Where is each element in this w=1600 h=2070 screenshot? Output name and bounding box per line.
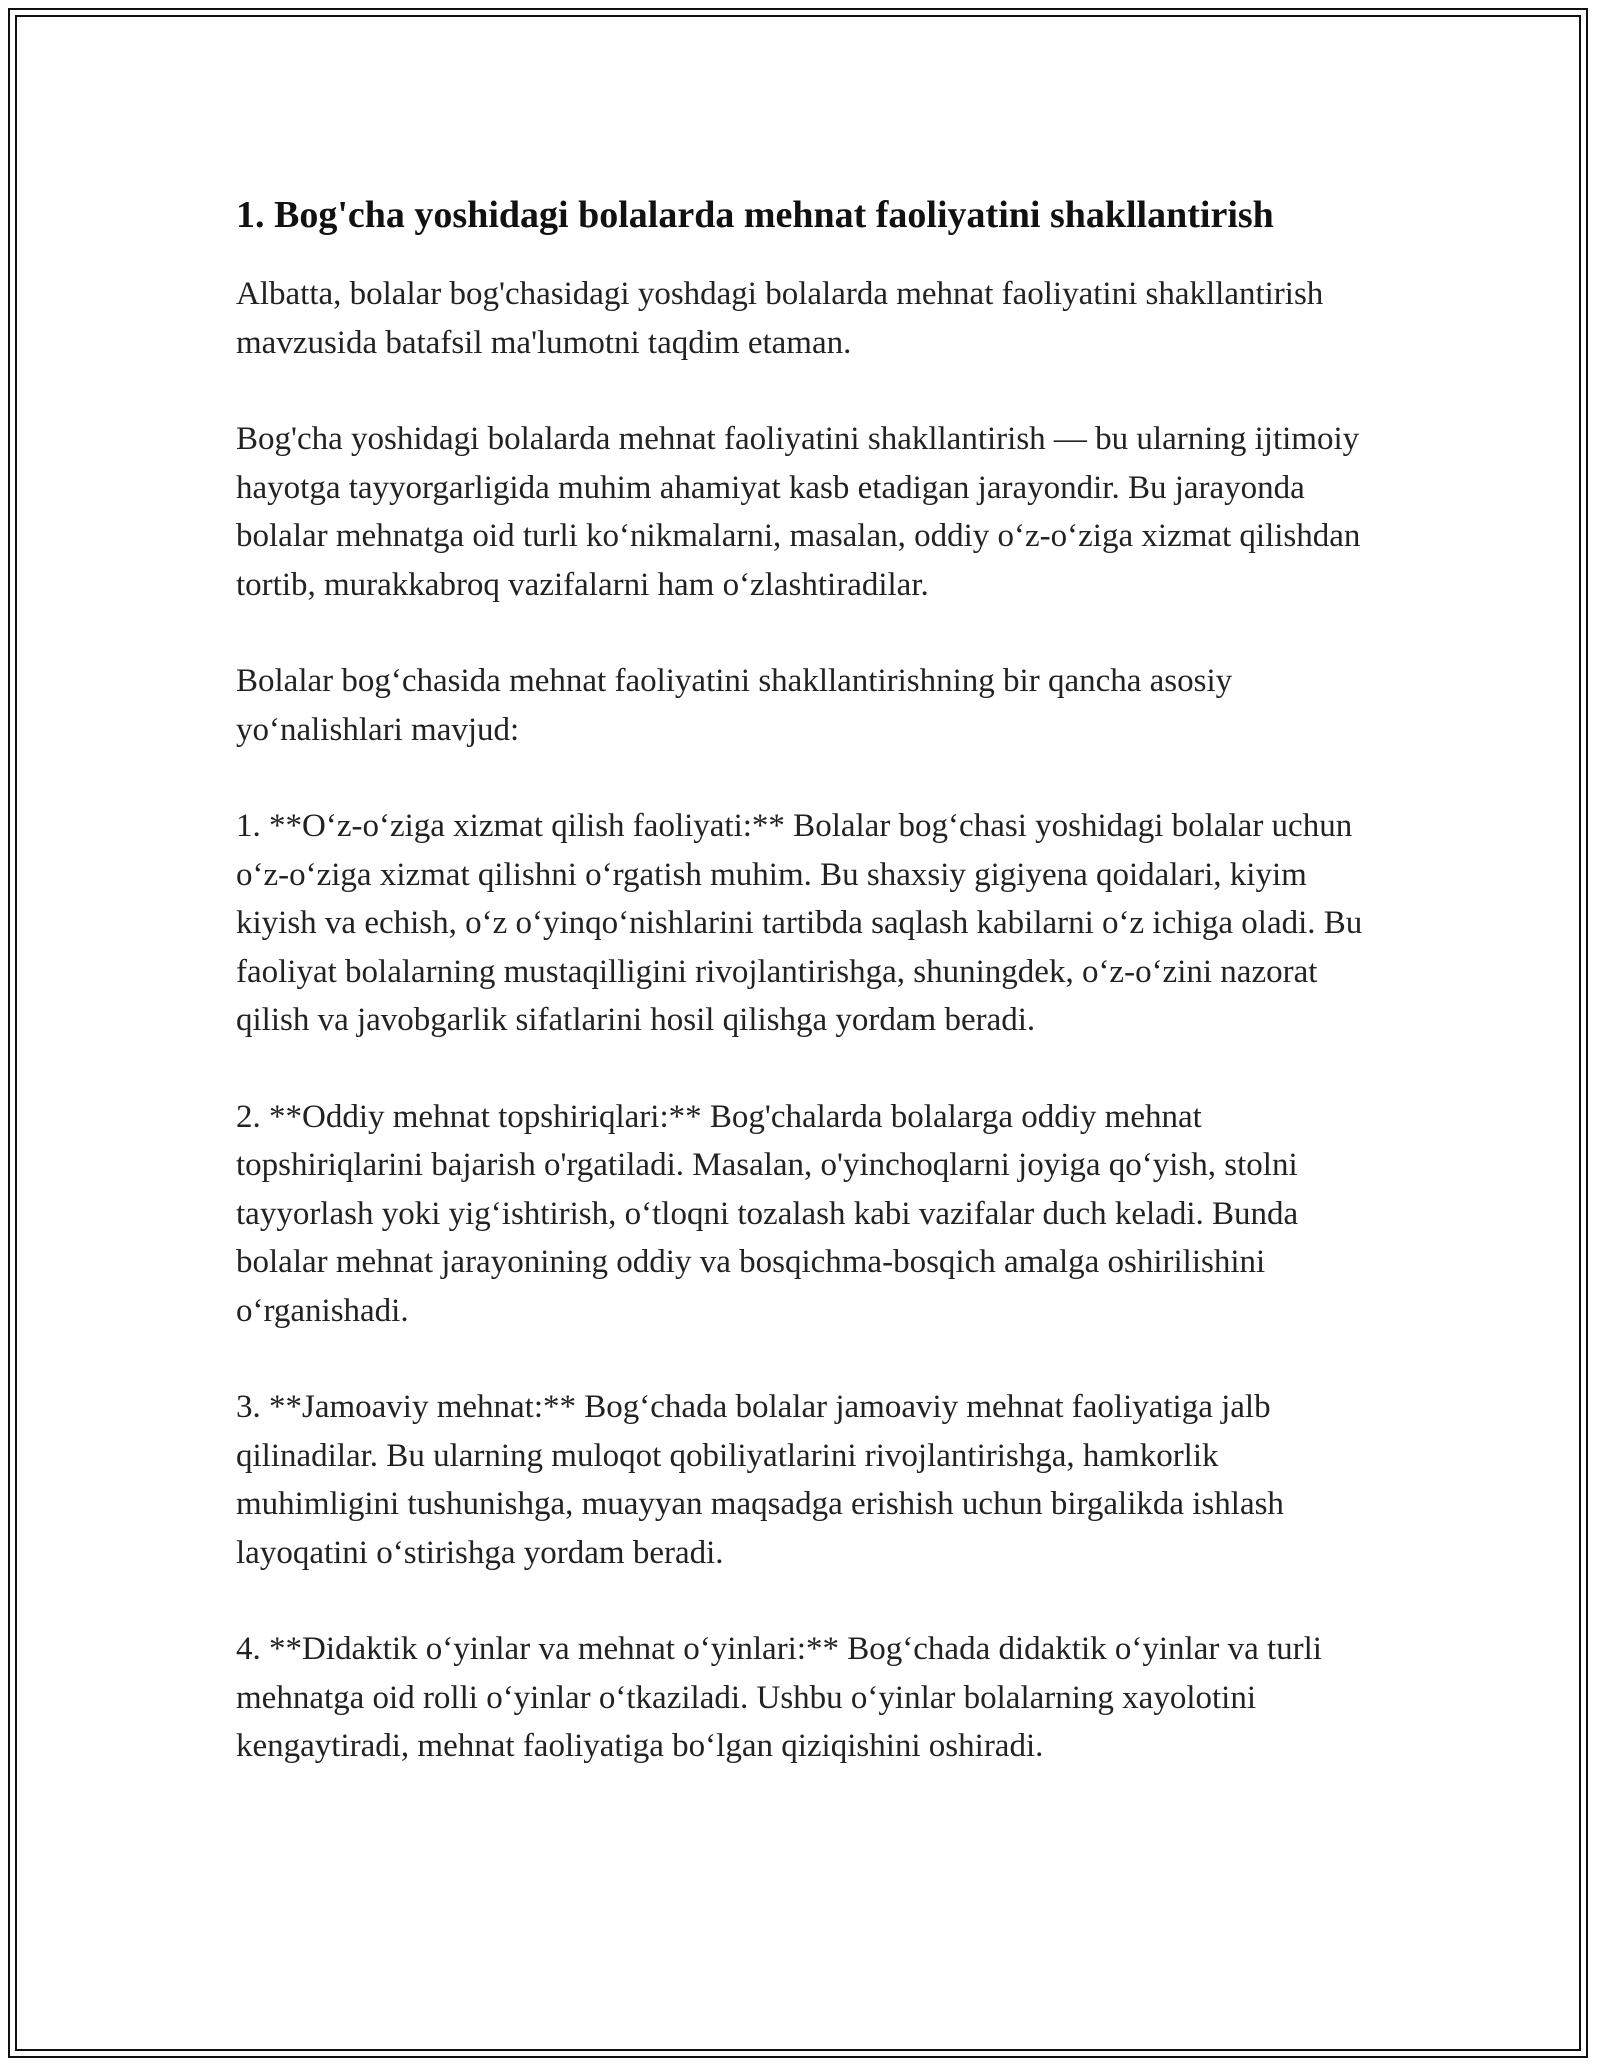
document-title: 1. Bog'cha yoshidagi bolalarda mehnat faoliyatini shakllantirish [236, 194, 1274, 236]
document-body [236, 188, 1376, 1819]
paragraph-intro: Albatta, bolalar bog'chasidagi yoshdagi bolalarda mehnat faoliyatini shakllantirish mavzusida batafsil ma'lumotni taqdim etaman. [236, 276, 1324, 361]
paragraph-directions-lead: Bolalar bogʻchasida mehnat faoliyatini shakllantirishning bir qancha asosiy yoʻnalishlari mavjud: [236, 663, 1233, 748]
paragraph-item-2: 2. **Oddiy mehnat topshiriqlari:** Bog'chalarda bolalarga oddiy mehnat topshiriqlarini bajarish o'rgatiladi. Masalan, o'yinchoqlarni joyiga qoʻyish, stolni tayyorlash yoki yigʻishtirish, oʻtloqni tozalash kabi vazifalar duch keladi. Bunda bolalar mehnat jarayonining oddiy va bosqichma-bosqich amalga oshirilishini oʻrganishadi. [236, 1098, 1299, 1329]
paragraph-item-3: 3. **Jamoaviy mehnat:** Bogʻchada bolalar jamoaviy mehnat faoliyatiga jalb qilinadilar. Bu ularning muloqot qobiliyatlarini rivojlantirishga, hamkorlik muhimligini tushunishga, muayyan maqsadga erishish uchun birgalikda ishlash layoqatini oʻstirishga yordam beradi. [236, 1389, 1284, 1571]
paragraph-item-1: 1. **Oʻz-oʻziga xizmat qilish faoliyati:** Bolalar bogʻchasi yoshidagi bolalar uchun oʻz-oʻziga xizmat qilishni oʻrgatish muhim. Bu shaxsiy gigiyena qoidalari, kiyim kiyish va echish, oʻz oʻyinqoʻnishlarini tartibda saqlash kabilarni oʻz ichiga oladi. Bu faoliyat bolalarning mustaqilligini rivojlantirishga, shuningdek, oʻz-oʻzini nazorat qilish va javobgarlik sifatlarini hosil qilishga yordam beradi. [236, 808, 1363, 1038]
paragraph-overview: Bog'cha yoshidagi bolalarda mehnat faoliyatini shakllantirish — bu ularning ijtimoiy hayotga tayyorgarligida muhim ahamiyat kasb etadigan jarayondir. Bu jarayonda bolalar mehnatga oid turli koʻnikmalarni, masalan, oddiy oʻz-oʻziga xizmat qilishdan tortib, murakkabroq vazifalarni ham oʻzlashtiradilar. [236, 421, 1361, 603]
paragraph-item-4: 4. **Didaktik oʻyinlar va mehnat oʻyinlari:** Bogʻchada didaktik oʻyinlar va turli mehnatga oid rolli oʻyinlar oʻtkaziladi. Ushbu oʻyinlar bolalarning xayolotini kengaytiradi, mehnat faoliyatiga boʻlgan qiziqishini oshiradi. [236, 1631, 1322, 1764]
